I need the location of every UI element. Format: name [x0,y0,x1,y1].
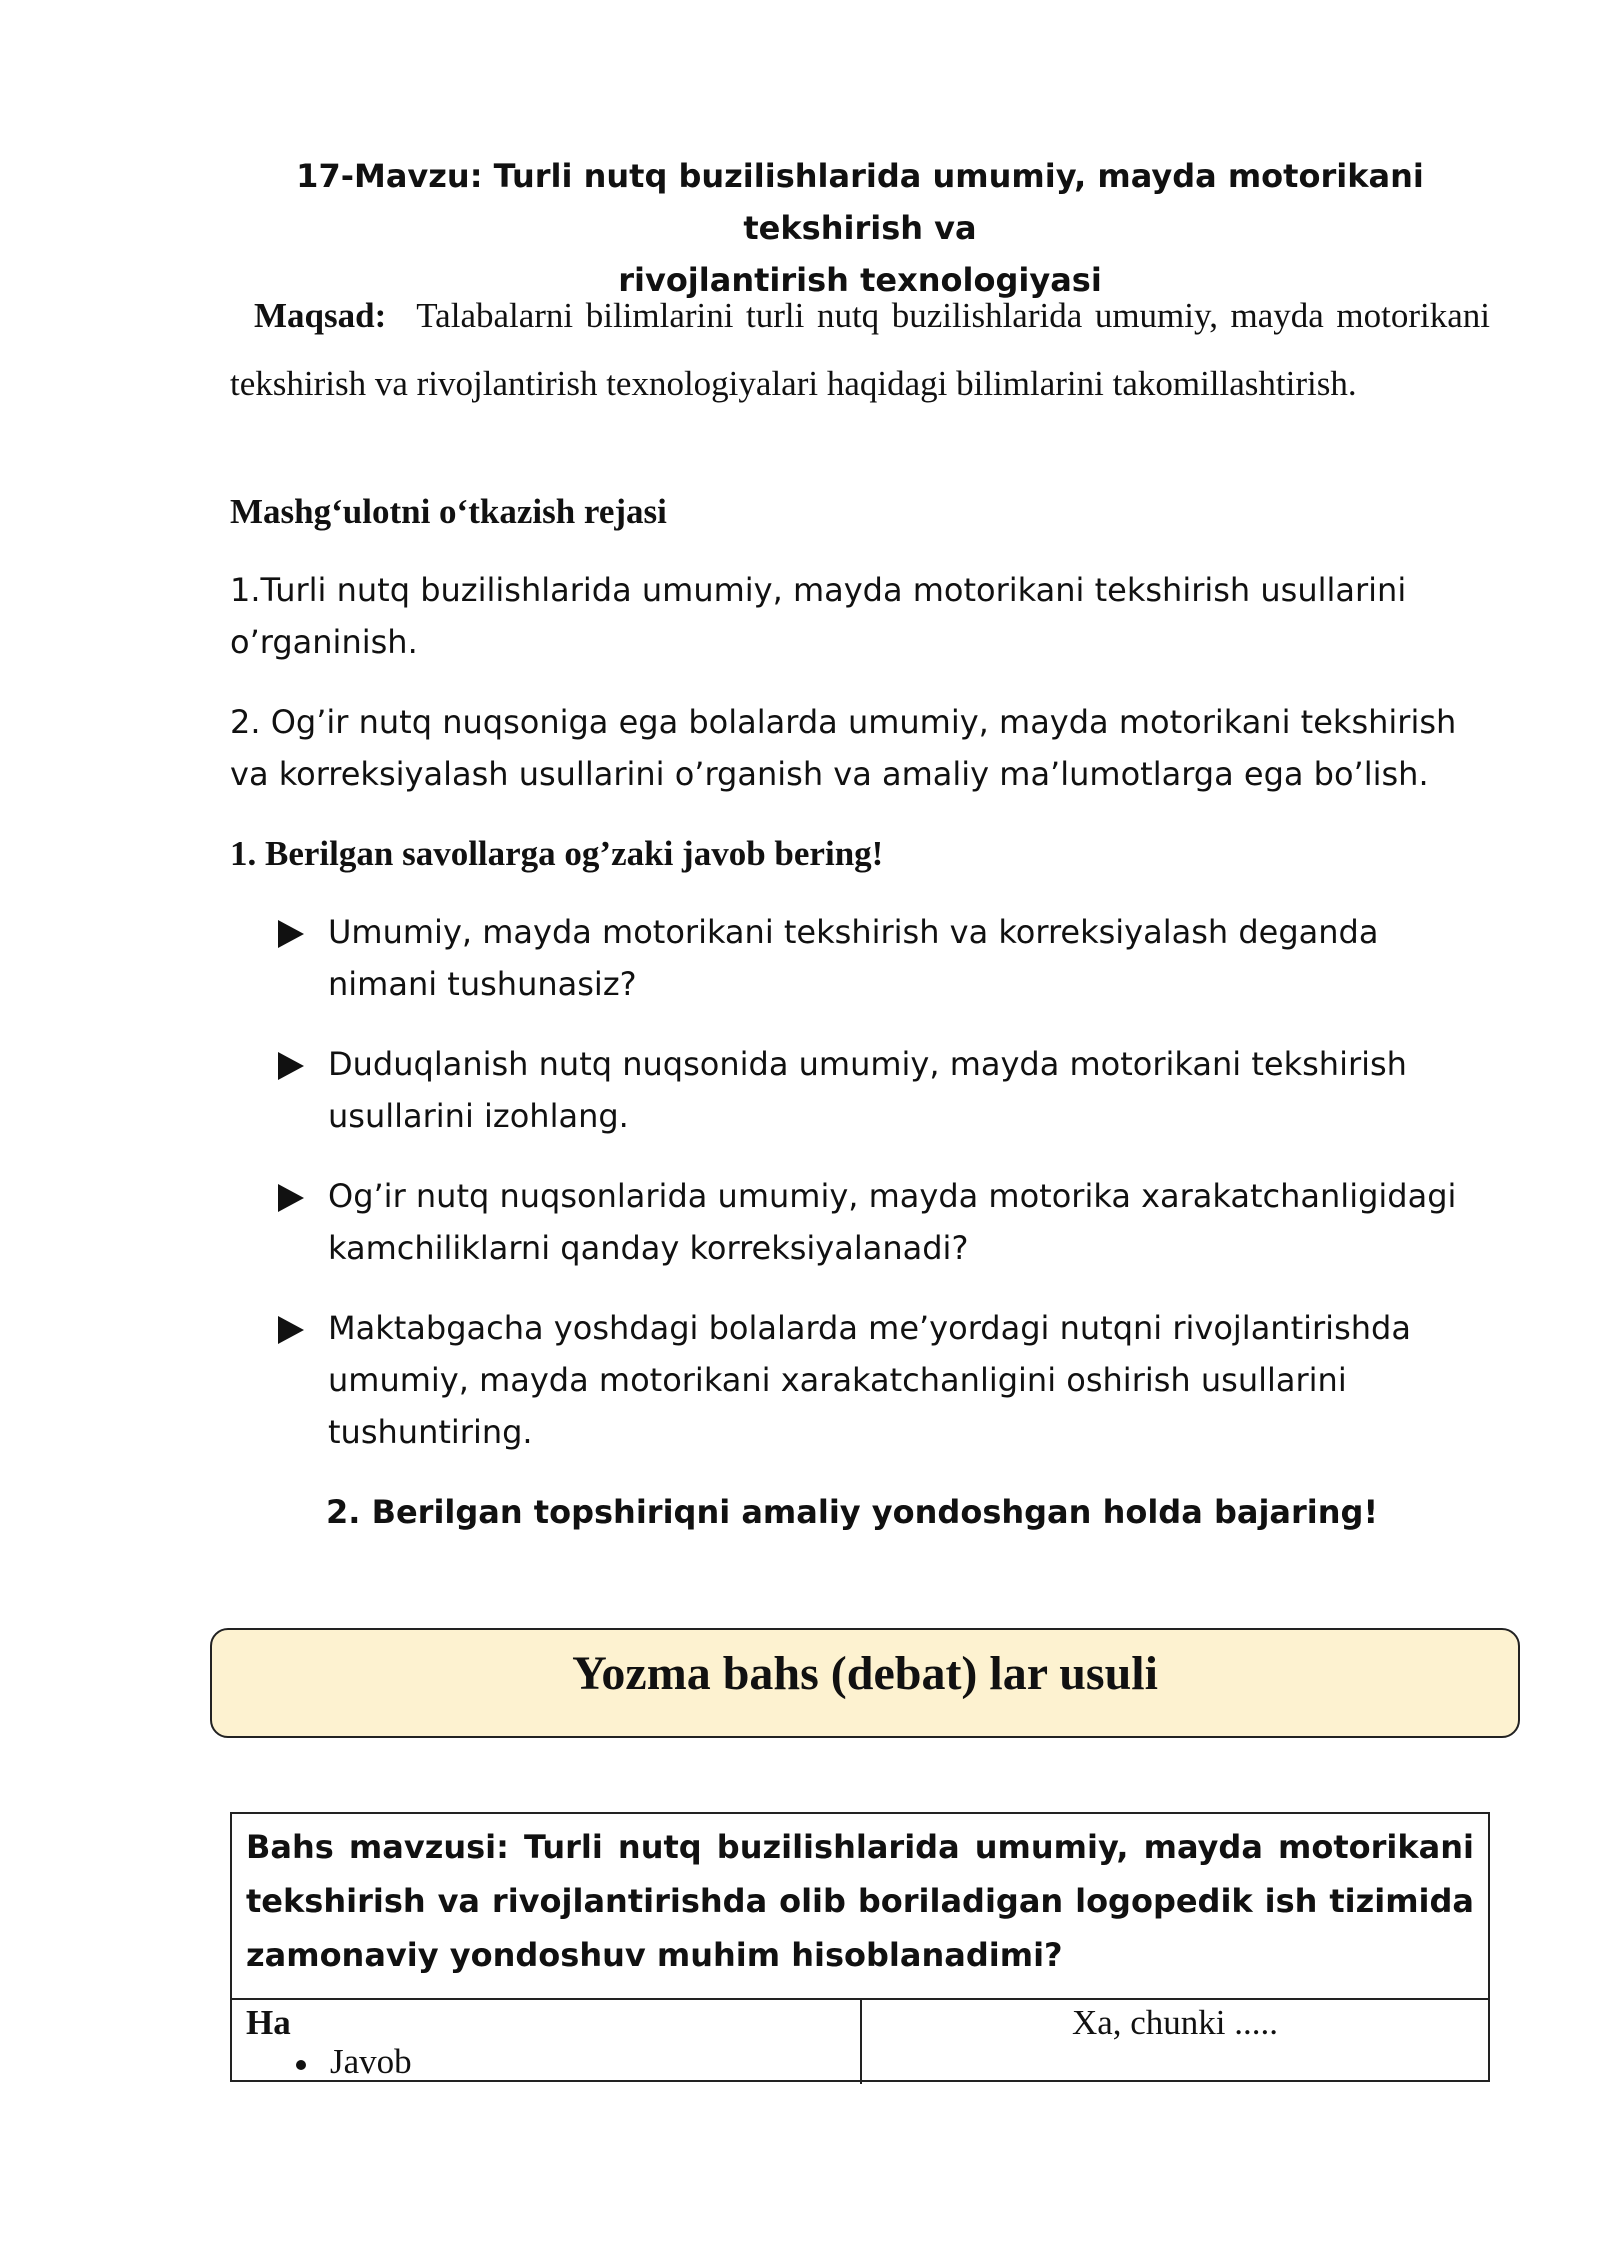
question-text: Og’ir nutq nuqsonlarida umumiy, mayda motorika xarakatchanligidagi kamchiliklarni qanday korreksiyalanadi? [328,1177,1457,1267]
answer-bullet-text: Javob [330,2042,412,2081]
triangle-bullet-icon [278,920,304,948]
answer-bullet [292,2040,412,2084]
plan-item-1: 1.Turli nutq buzilishlarida umumiy, mayda motorikani tekshirish usullarini o’rganinish. [230,571,1407,661]
question-item-2 [278,1038,1478,1142]
triangle-bullet-icon [278,1052,304,1080]
triangle-bullet-icon [278,1184,304,1212]
banner-title: Yozma bahs (debat) lar usuli [572,1647,1158,1700]
question-text: Umumiy, mayda motorikani tekshirish va korreksiyalash deganda nimani tushunasiz? [328,913,1379,1003]
plan-title: Mashg‘ulotni o‘tkazish rejasi [230,492,667,531]
yes-label: Ha [246,2003,291,2042]
debate-question: Bahs mavzusi: Turli nutq buzilishlarida umumiy, mayda motorikani tekshirish va rivojlantirishda olib boriladigan logopedik ish tizimida zamonaviy yondoshuv muhim hisoblanadimi? [246,1828,1474,1974]
goal-text: Talabalarni bilimlarini turli nutq buzilishlarida umumiy, mayda motorikani tekshirish va rivojlantirish texnologiyalari haqidagi bilimlarini takomillashtirish. [230,296,1490,403]
goal-label: Maqsad: [254,296,387,335]
question-text: Maktabgacha yoshdagi bolalarda me’yordagi nutqni rivojlantirishda umumiy, mayda motorikani xarakatchanligini oshirish usullarini tushuntiring. [328,1309,1411,1451]
title-line-1: 17-Mavzu: Turli nutq buzilishlarida umumiy, mayda motorikani tekshirish va [296,157,1424,247]
debate-table [230,1812,1490,2082]
method-banner [210,1628,1520,1738]
title-line-2: rivojlantirish texnologiyasi [618,261,1102,299]
debate-answer-row [232,1998,1488,2084]
question-text: Duduqlanish nutq nuqsonida umumiy, mayda motorikani tekshirish usullarini izohlang. [328,1045,1407,1135]
questions-heading: 1. Berilgan savollarga og’zaki javob bering! [230,834,884,873]
debate-answer-cell: Xa, chunki ..... [1071,2003,1279,2042]
plan-item-2: 2. Og’ir nutq nuqsoniga ega bolalarda umumiy, mayda motorikani tekshirish va korreksiyalash usullarini o’rganish va amaliy ma’lumotlarga ega bo’lish. [230,703,1457,793]
goal-paragraph [230,282,1490,418]
question-item-3 [278,1170,1478,1274]
question-item-4 [278,1302,1478,1458]
debate-yes-cell [232,2000,862,2084]
triangle-bullet-icon [278,1316,304,1344]
question-item-1 [278,906,1478,1010]
task-heading: 2. Berilgan topshiriqni amaliy yondoshgan holda bajaring! [326,1493,1379,1531]
